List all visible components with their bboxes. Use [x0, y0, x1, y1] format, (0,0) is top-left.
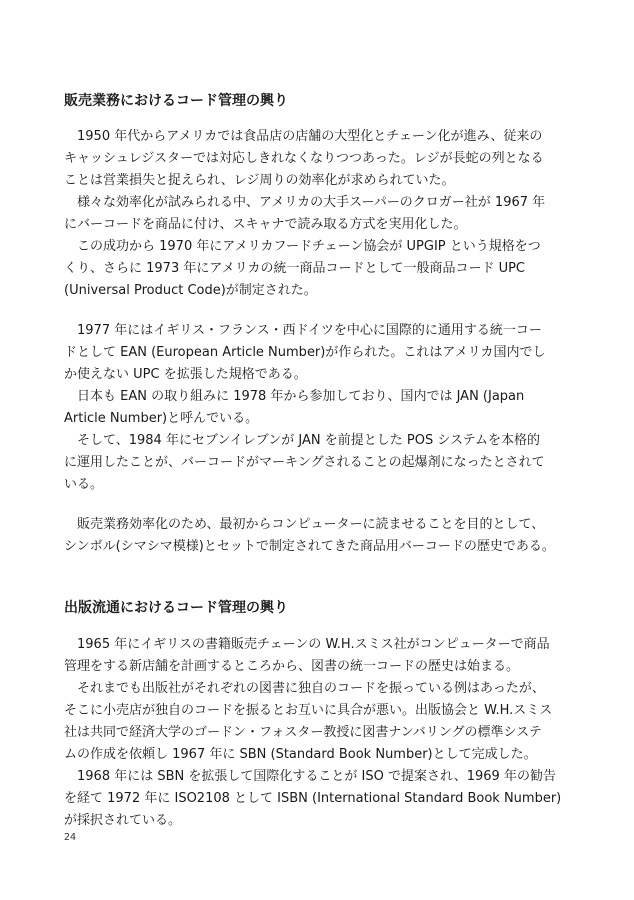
- section1-line: くり、さらに 1973 年にアメリカの統一商品コードとして一般商品コード UPC: [64, 261, 526, 276]
- section1-line: ことは営業損失と捉えられ、レジ周りの効率化が求められていた。: [64, 173, 455, 188]
- page-number: 24: [64, 832, 77, 843]
- section1-line: か使えない UPC を拡張した規格である。: [64, 367, 307, 382]
- section1-line: そして、1984 年にセブンイレブンが JAN を前提とした POS システムを本格的: [64, 433, 541, 448]
- section1-line: 様々な効率化が試みられる中、アメリカの大手スーパーのクロガー社が 1967 年: [64, 195, 546, 210]
- section2-line: 社は共同で経済大学のゴードン・フォスター教授に図書ナンバリングの標準システ: [64, 725, 542, 740]
- section1-line: (Universal Product Code)が制定された。: [64, 283, 317, 298]
- section2-line: 1968 年には SBN を拡張して国際化することが ISO で提案され、1969 年の勧告: [64, 769, 556, 784]
- section1-line: シンボル(シマシマ模様)とセットで制定されてきた商品用バーコードの歴史である。: [64, 539, 555, 554]
- section1-heading: 販売業務におけるコード管理の興り: [64, 93, 288, 109]
- section1-line: 1977 年にはイギリス・フランス・西ドイツを中心に国際的に通用する統一コー: [64, 323, 542, 338]
- section1-line: ドとして EAN (European Article Number)が作られた。これはアメリカ国内でし: [64, 345, 546, 360]
- section2-line: ムの作成を依頼し 1967 年に SBN (Standard Book Number)として完成した。: [64, 747, 537, 762]
- section1-line: 1950 年代からアメリカでは食品店の店舗の大型化とチェーン化が進み、従来の: [64, 129, 543, 144]
- section2-heading: 出版流通におけるコード管理の興り: [64, 600, 288, 616]
- section2-line: が採択されている。: [64, 813, 182, 828]
- section1-line: いる。: [64, 477, 104, 492]
- section2-line: 管理をする新店舗を計画するところから、図書の統一コードの歴史は始まる。: [64, 659, 520, 674]
- section1-line: Article Number)と呼んでいる。: [64, 411, 259, 426]
- section1-line: にバーコードを商品に付け、スキャナで読み取る方式を実用化した。: [64, 217, 467, 232]
- section1-line: 販売業務効率化のため、最初からコンピューターに読ませることを目的として、: [64, 517, 545, 532]
- section2-line: を経て 1972 年に ISO2108 として ISBN (International Standard Book Number): [64, 791, 562, 806]
- section1-line: この成功から 1970 年にアメリカフードチェーン協会が UPGIP という規格をつ: [64, 239, 541, 254]
- section2-line: 1965 年にイギリスの書籍販売チェーンの W.H.スミス社がコンピューターで商品: [64, 637, 550, 652]
- section1-line: キャッシュレジスターでは対応しきれなくなりつつあった。レジが長蛇の列となる: [64, 151, 544, 166]
- section1-line: に運用したことが、バーコードがマーキングされることの起爆剤になったとされて: [64, 455, 545, 470]
- section2-line: そこに小売店が独自のコードを振るとお互いに具合が悪い。出版協会と W.H.スミス: [64, 703, 553, 718]
- section1-line: 日本も EAN の取り組みに 1978 年から参加しており、国内では JAN (Japan: [64, 389, 525, 404]
- section2-line: それまでも出版社がそれぞれの図書に独自のコードを振っている例はあったが、: [64, 681, 545, 696]
